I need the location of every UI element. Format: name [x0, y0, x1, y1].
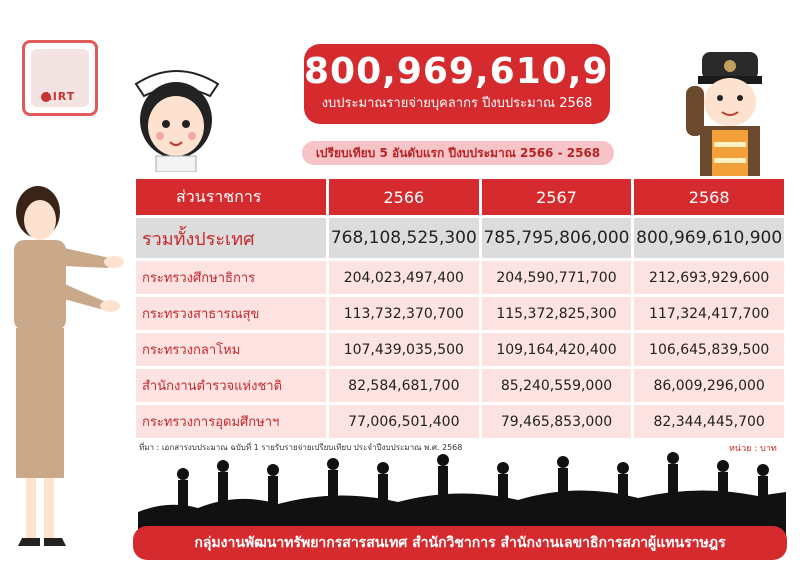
total-2567: 785,795,806,000	[482, 218, 632, 258]
headline-amount: 800,969,610,900	[304, 51, 661, 92]
agency-name: สำนักงานตำรวจแห่งชาติ	[136, 369, 326, 402]
table-total-row	[136, 218, 784, 258]
value-2568: 106,645,839,500	[634, 333, 784, 366]
value-2566: 204,023,497,400	[329, 261, 479, 294]
police-illustration	[680, 46, 780, 176]
table-row	[136, 405, 784, 438]
agency-name: กระทรวงกลาโหม	[136, 333, 326, 366]
header-agency: ส่วนราชการ	[136, 179, 326, 215]
value-2568: 212,693,929,600	[634, 261, 784, 294]
value-2567: 115,372,825,300	[482, 297, 632, 330]
value-2566: 82,584,681,700	[329, 369, 479, 402]
value-2568: 82,344,445,700	[634, 405, 784, 438]
value-2567: 204,590,771,700	[482, 261, 632, 294]
total-2566: 768,108,525,300	[329, 218, 479, 258]
nurse-illustration	[126, 62, 226, 172]
value-2566: 107,439,035,500	[329, 333, 479, 366]
value-2566: 77,006,501,400	[329, 405, 479, 438]
source-note: ที่มา : เอกสารงบประมาณ ฉบับที่ 1 รายรับรายจ่ายเปรียบเทียบ ประจำปีงบประมาณ พ.ศ. 2568	[139, 443, 463, 452]
agency-name: กระทรวงสาธารณสุข	[136, 297, 326, 330]
value-2567: 79,465,853,000	[482, 405, 632, 438]
value-2567: 85,240,559,000	[482, 369, 632, 402]
budget-table	[133, 176, 787, 441]
table-header-row	[136, 179, 784, 215]
footer-banner: กลุ่มงานพัฒนาทรัพยากรสารสนเทศ สำนักวิชาการ สำนักงานเลขาธิการสภาผู้แทนราษฎร	[133, 526, 787, 560]
header-year-2568: 2568	[634, 179, 784, 215]
teacher-illustration	[0, 182, 140, 562]
logo-text: LIRT	[44, 90, 76, 103]
headline-card	[304, 44, 661, 124]
header-year-2567: 2567	[482, 179, 632, 215]
total-label: รวมทั้งประเทศ	[136, 218, 326, 258]
value-2568: 117,324,417,700	[634, 297, 784, 330]
table-row	[136, 369, 784, 402]
table-row	[136, 261, 784, 294]
table-row	[136, 297, 784, 330]
value-2566: 113,732,370,700	[329, 297, 479, 330]
agency-name: กระทรวงการอุดมศึกษาฯ	[136, 405, 326, 438]
lirt-logo	[22, 40, 98, 116]
total-2568: 800,969,610,900	[634, 218, 784, 258]
value-2567: 109,164,420,400	[482, 333, 632, 366]
value-2568: 86,009,296,000	[634, 369, 784, 402]
agency-name: กระทรวงศึกษาธิการ	[136, 261, 326, 294]
headline-label: งบประมาณรายจ่ายบุคลากร ปีงบประมาณ 2568	[321, 96, 593, 111]
header-year-2566: 2566	[329, 179, 479, 215]
table-row	[136, 333, 784, 366]
compare-label: เปรียบเทียบ 5 อันดับแรก ปีงบประมาณ 2566 - 2568	[302, 141, 614, 165]
unit-note: หน่วย : บาท	[729, 444, 777, 454]
